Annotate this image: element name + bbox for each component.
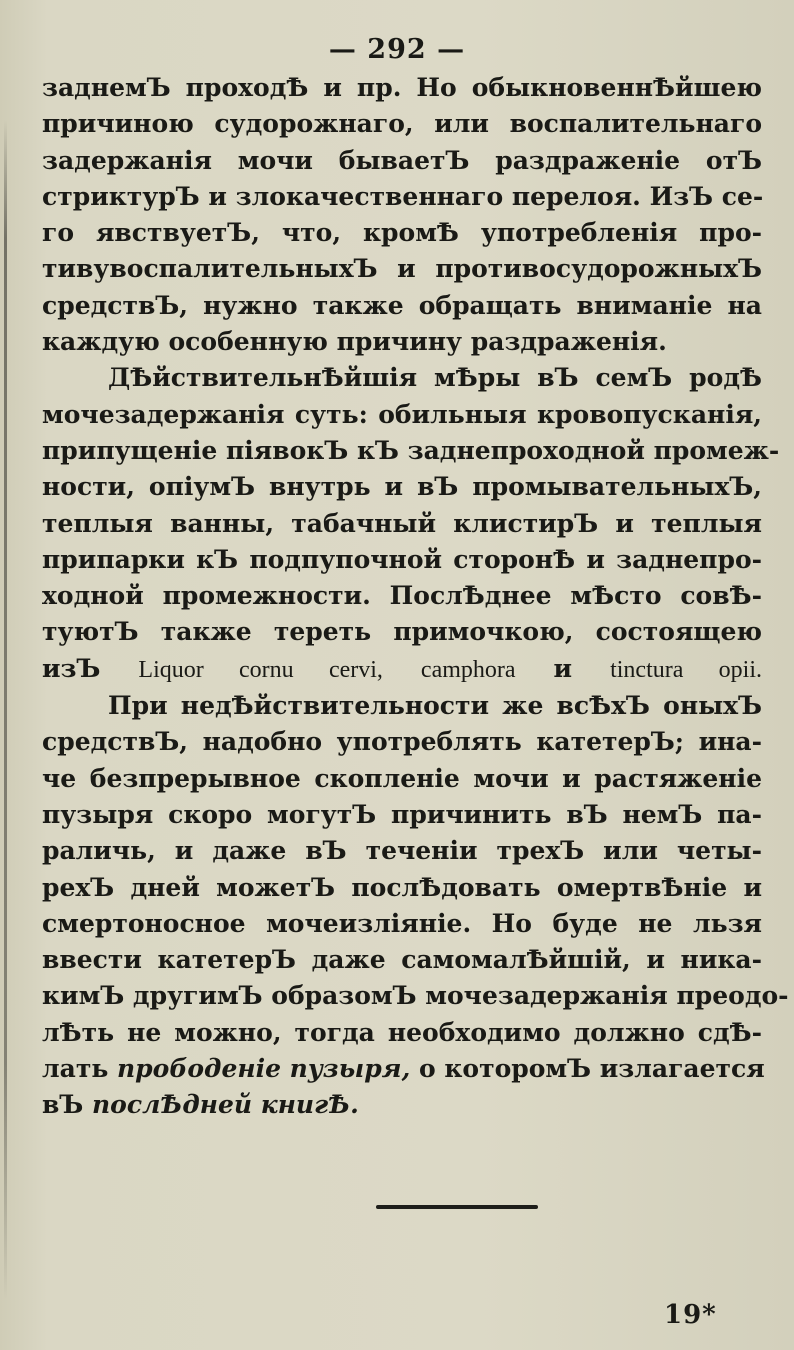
text-line: че безпрерывное скопленіе мочи и растяженіе xyxy=(42,763,762,793)
signature-mark: 19* xyxy=(664,1300,717,1330)
text-fragment: лать xyxy=(42,1054,117,1084)
text-line: каждую особенную причину раздраженія. xyxy=(42,327,667,357)
binding-shadow xyxy=(4,120,7,1300)
text-fragment: изЪ xyxy=(42,653,139,683)
text-line: средствЪ, надобно употреблять катетерЪ; ина- xyxy=(42,727,762,757)
text-line: ДѢйствительнѢйшія мѢры вЪ семЪ родѢ xyxy=(108,363,762,393)
text-fragment xyxy=(383,654,421,683)
text-line: тивувоспалительныхЪ и противосудорожныхЪ xyxy=(42,254,762,284)
section-divider xyxy=(376,1205,538,1209)
text-line: заднемЪ проходѢ и пр. Но обыкновеннѢйшею xyxy=(42,73,762,102)
latin-term: Liquor cornu cervi, xyxy=(138,656,383,683)
text-line: При недѢйствительности же всѢхЪ оныхЪ xyxy=(108,691,762,721)
page-number: — 292 — xyxy=(328,34,466,65)
text-line: ввести катетерЪ даже самомалѢйшій, и ника- xyxy=(42,945,762,975)
text-line-latin xyxy=(42,651,762,688)
text-line-italic xyxy=(42,1051,765,1087)
text-line: средствЪ, нужно также обращать вниманіе на xyxy=(42,290,762,320)
text-line: мочезадержанія суть: обильныя кровопусканія, xyxy=(42,399,762,429)
text-line: пузыря скоро могутЪ причинить вЪ немЪ па- xyxy=(42,799,762,829)
text-line: припущеніе піявокЪ кЪ заднепроходной промеж- xyxy=(42,435,780,465)
text-line: го явствуетЪ, что, кромѢ употребленія про- xyxy=(42,218,762,248)
text-line: смертоносное мочеизліяніе. Но буде не льзя xyxy=(42,908,762,938)
text-line: кимЪ другимЪ образомЪ мочезадержанія преодо- xyxy=(42,981,789,1011)
text-fragment: о которомЪ излагается xyxy=(410,1054,765,1084)
text-line: туютЪ также тереть примочкою, состоящею xyxy=(42,617,762,647)
text-fragment: и xyxy=(515,653,611,683)
text-line: стриктурЪ и злокачественнаго перелоя. ИзЪ се- xyxy=(42,181,764,211)
text-line: припарки кЪ подпупочной сторонѢ и заднепро- xyxy=(42,544,762,574)
latin-term: camphora xyxy=(420,656,516,683)
text-line: рехЪ дней можетЪ послѢдовать омертвѢніе и xyxy=(42,872,762,902)
text-line: ности, опіумЪ внутрь и вЪ промывательныхЪ, xyxy=(42,472,762,502)
text-line: теплыя ванны, табачный клистирЪ и теплыя xyxy=(42,508,762,538)
text-line: раличь, и даже вЪ теченіи трехЪ или четы- xyxy=(42,836,762,866)
body-text xyxy=(42,70,789,1124)
text-line: причиною судорожнаго, или воспалительнаго xyxy=(42,109,762,139)
italic-term: прободеніе пузыря, xyxy=(117,1054,411,1084)
latin-term: tinctura opii. xyxy=(610,656,763,683)
italic-term: послѢдней книгѢ. xyxy=(92,1090,359,1120)
text-fragment: вЪ xyxy=(42,1090,92,1120)
text-line: лѢть не можно, тогда необходимо должно сдѢ- xyxy=(42,1017,762,1047)
text-line-italic xyxy=(42,1087,762,1123)
text-line: ходной промежности. ПослѢднее мѢсто совѢ- xyxy=(42,581,762,611)
text-line: задержанія мочи бываетЪ раздраженіе отЪ xyxy=(42,145,762,175)
